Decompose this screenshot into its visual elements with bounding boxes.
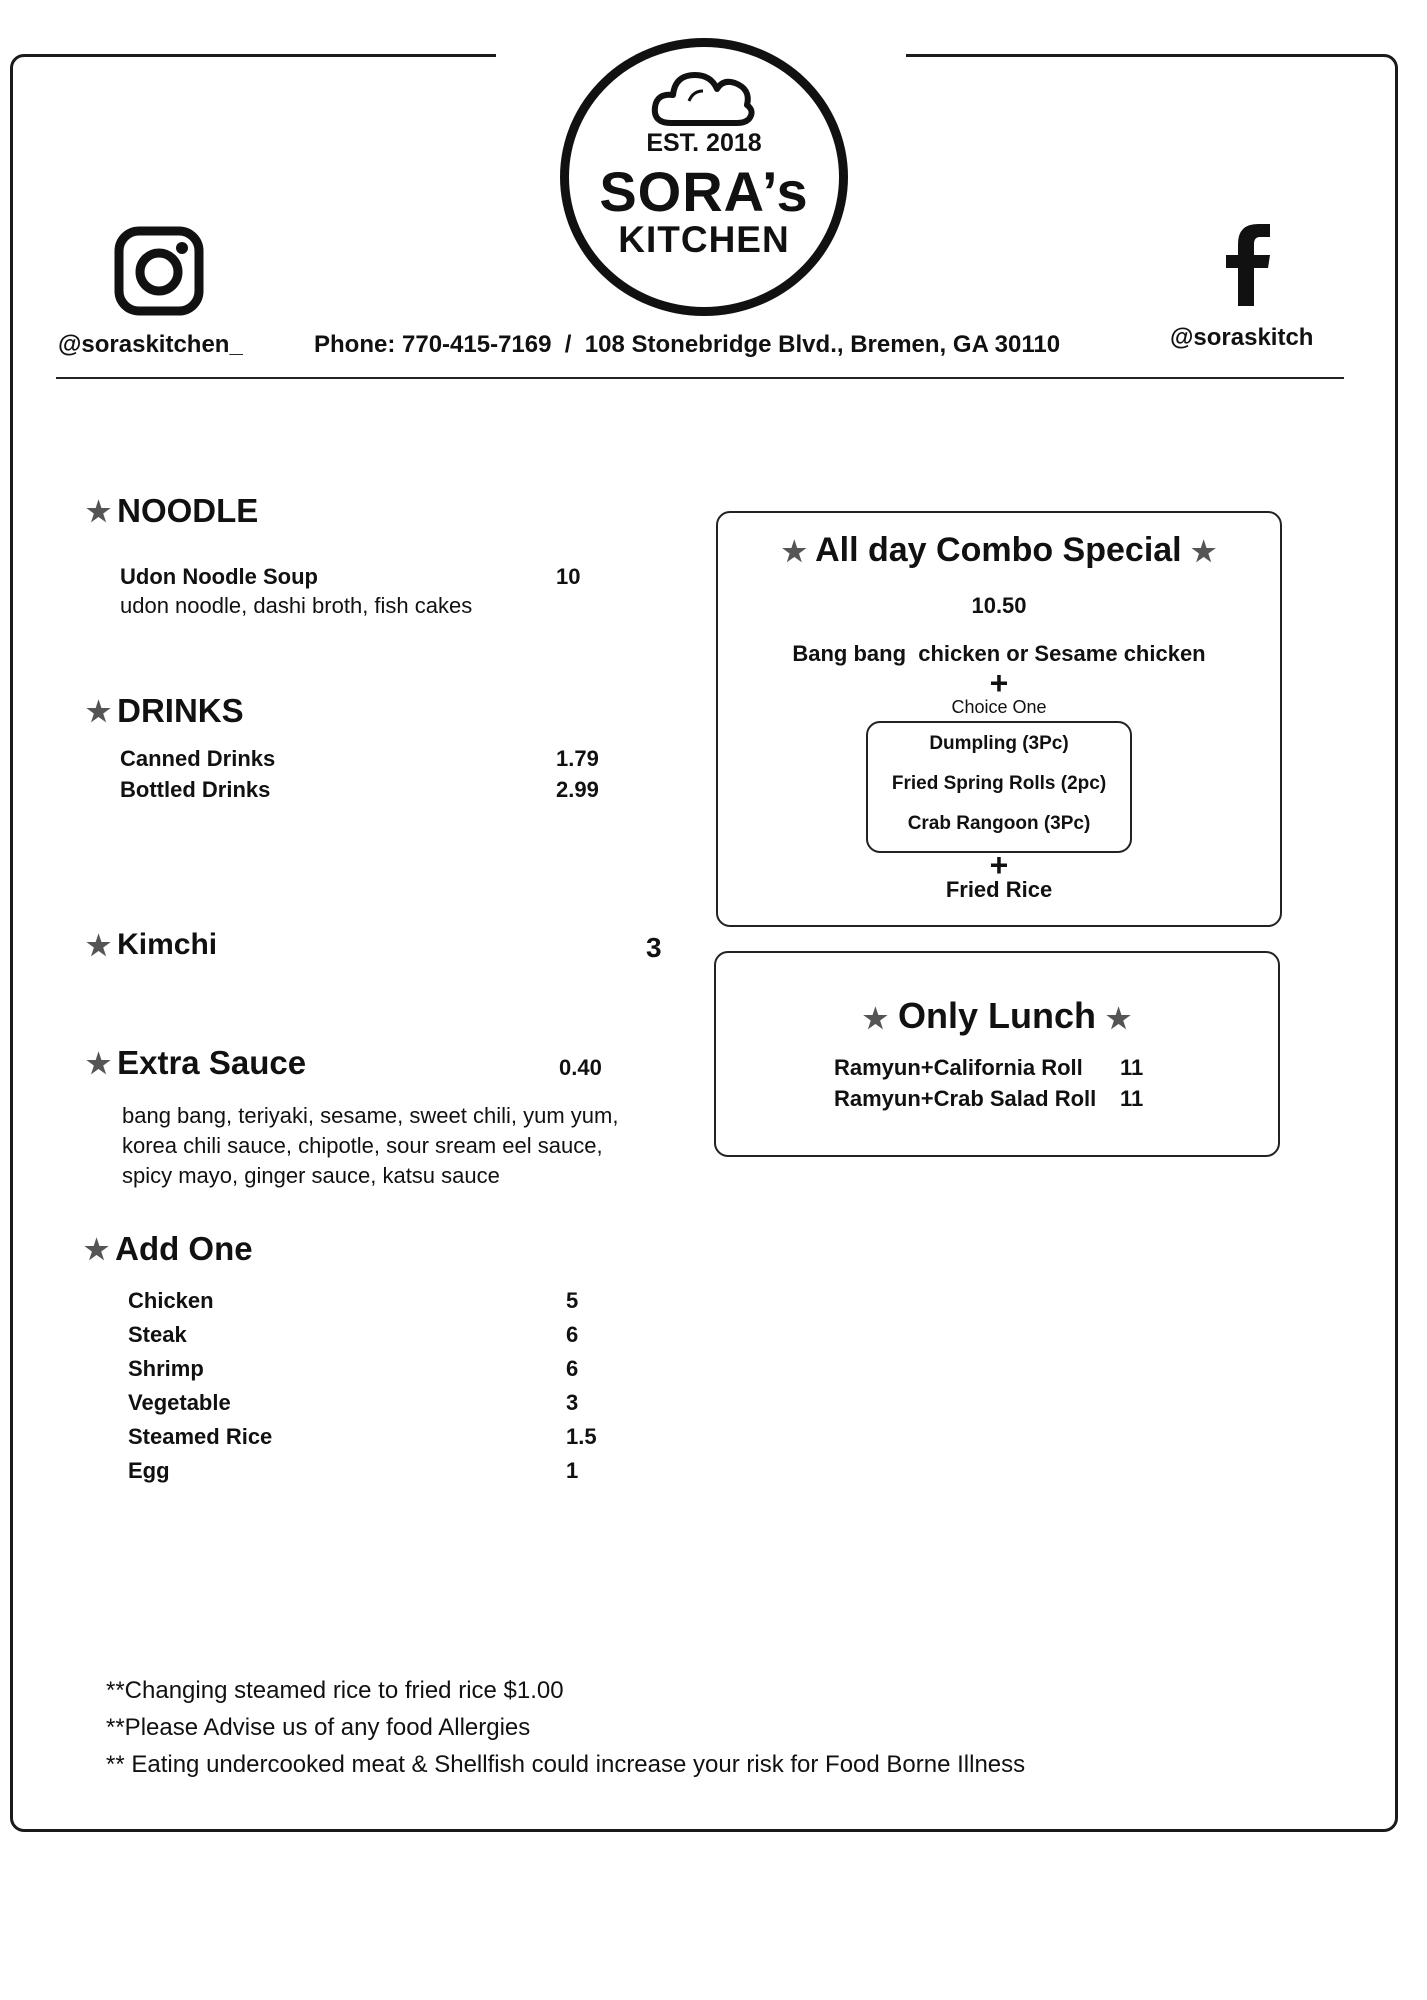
lunch-item-name: Ramyun+California Roll bbox=[834, 1055, 1083, 1080]
footnote: ** Eating undercooked meat & Shellfish could increase your risk for Food Borne Illness bbox=[106, 1751, 1026, 1778]
choice-item: Crab Rangoon (3Pc) bbox=[907, 813, 1091, 834]
star-icon: ★ bbox=[86, 695, 112, 727]
plus-sign: + bbox=[989, 847, 1009, 883]
star-icon: ★ bbox=[1106, 1003, 1132, 1034]
menu-item-price: 5 bbox=[566, 1288, 579, 1313]
star-icon: ★ bbox=[1191, 536, 1217, 567]
extra-sauce-title: Extra Sauce bbox=[117, 1044, 307, 1081]
facebook-handle[interactable]: @soraskitch bbox=[1170, 324, 1314, 351]
lunch-item-price: 11 bbox=[1120, 1055, 1144, 1080]
combo-side: Fried Rice bbox=[945, 877, 1053, 902]
menu-item-name: Chicken bbox=[128, 1288, 214, 1313]
menu-item-price: 1 bbox=[566, 1458, 579, 1483]
choice-box bbox=[866, 721, 1132, 853]
menu-item-name: Canned Drinks bbox=[120, 746, 276, 771]
footnote: **Changing steamed rice to fried rice $1.00 bbox=[106, 1677, 564, 1704]
combo-special-box bbox=[716, 511, 1282, 927]
menu-item-price: 1.79 bbox=[556, 746, 599, 771]
menu-item-price: 6 bbox=[566, 1356, 579, 1381]
menu-item-name: Vegetable bbox=[128, 1390, 231, 1415]
drinks-title: DRINKS bbox=[117, 692, 244, 729]
menu-item-name: Bottled Drinks bbox=[120, 777, 271, 802]
menu-item-name: Shrimp bbox=[128, 1356, 204, 1381]
kimchi-title: Kimchi bbox=[117, 928, 218, 961]
lunch-box bbox=[714, 951, 1280, 1157]
extra-sauce-price: 0.40 bbox=[559, 1055, 602, 1080]
menu-item-price: 6 bbox=[566, 1322, 579, 1347]
choice-item: Dumpling (3Pc) bbox=[929, 733, 1069, 754]
kimchi-price: 3 bbox=[646, 932, 662, 963]
logo-sub: KITCHEN bbox=[618, 219, 790, 260]
extra-sauce-section-title bbox=[86, 1044, 306, 1082]
drinks-section-title bbox=[86, 692, 244, 730]
menu-item-name: Udon Noodle Soup bbox=[120, 564, 318, 589]
kimchi-section-title bbox=[86, 928, 217, 962]
logo-est: EST. 2018 bbox=[646, 129, 762, 157]
combo-title: All day Combo Special bbox=[815, 531, 1182, 569]
cloud-icon bbox=[649, 61, 759, 131]
lunch-title-row bbox=[716, 995, 1278, 1037]
sauce-line: bang bang, teriyaki, sesame, sweet chili, yum yum, bbox=[122, 1103, 619, 1128]
menu-item-desc: udon noodle, dashi broth, fish cakes bbox=[120, 593, 473, 618]
plus-sign: + bbox=[989, 665, 1009, 701]
sauce-line: korea chili sauce, chipotle, sour sream eel sauce, bbox=[122, 1133, 603, 1158]
star-icon: ★ bbox=[86, 1047, 112, 1079]
star-icon: ★ bbox=[86, 929, 112, 961]
star-icon: ★ bbox=[84, 1233, 110, 1265]
star-icon: ★ bbox=[86, 495, 112, 527]
lunch-item-price: 11 bbox=[1120, 1086, 1144, 1111]
noodle-title: NOODLE bbox=[117, 492, 259, 529]
menu-frame bbox=[10, 54, 1398, 1832]
header-divider bbox=[56, 377, 1344, 379]
lunch-item-name: Ramyun+Crab Salad Roll bbox=[834, 1086, 1097, 1111]
choice-label: Choice One bbox=[951, 697, 1047, 717]
combo-title-row bbox=[718, 531, 1280, 570]
menu-item-price: 1.5 bbox=[566, 1424, 597, 1449]
menu-item-price: 3 bbox=[566, 1390, 579, 1415]
instagram-handle[interactable]: @soraskitchen_ bbox=[58, 331, 243, 358]
add-one-section-title bbox=[84, 1230, 253, 1268]
add-one-title: Add One bbox=[115, 1230, 253, 1267]
lunch-title: Only Lunch bbox=[898, 995, 1096, 1036]
noodle-section-title bbox=[86, 492, 258, 530]
menu-item-name: Steamed Rice bbox=[128, 1424, 273, 1449]
logo-name: SORA’s bbox=[599, 160, 809, 223]
menu-item-price: 2.99 bbox=[556, 777, 599, 802]
facebook-icon[interactable] bbox=[1224, 222, 1274, 306]
star-icon: ★ bbox=[862, 1003, 888, 1034]
sauce-line: spicy mayo, ginger sauce, katsu sauce bbox=[122, 1163, 500, 1188]
menu-item-price: 10 bbox=[556, 564, 581, 589]
choice-item: Fried Spring Rolls (2pc) bbox=[891, 773, 1107, 794]
logo bbox=[560, 38, 848, 316]
instagram-icon[interactable] bbox=[114, 226, 204, 316]
menu-item-name: Steak bbox=[128, 1322, 187, 1347]
menu-item-name: Egg bbox=[128, 1458, 170, 1483]
combo-main: Bang bang chicken or Sesame chicken bbox=[792, 641, 1206, 666]
footnote: **Please Advise us of any food Allergies bbox=[106, 1714, 531, 1741]
combo-price: 10.50 bbox=[971, 593, 1027, 618]
contact-line: Phone: 770-415-7169 / 108 Stonebridge Blvd., Bremen, GA 30110 bbox=[314, 331, 1061, 358]
star-icon: ★ bbox=[781, 536, 807, 567]
